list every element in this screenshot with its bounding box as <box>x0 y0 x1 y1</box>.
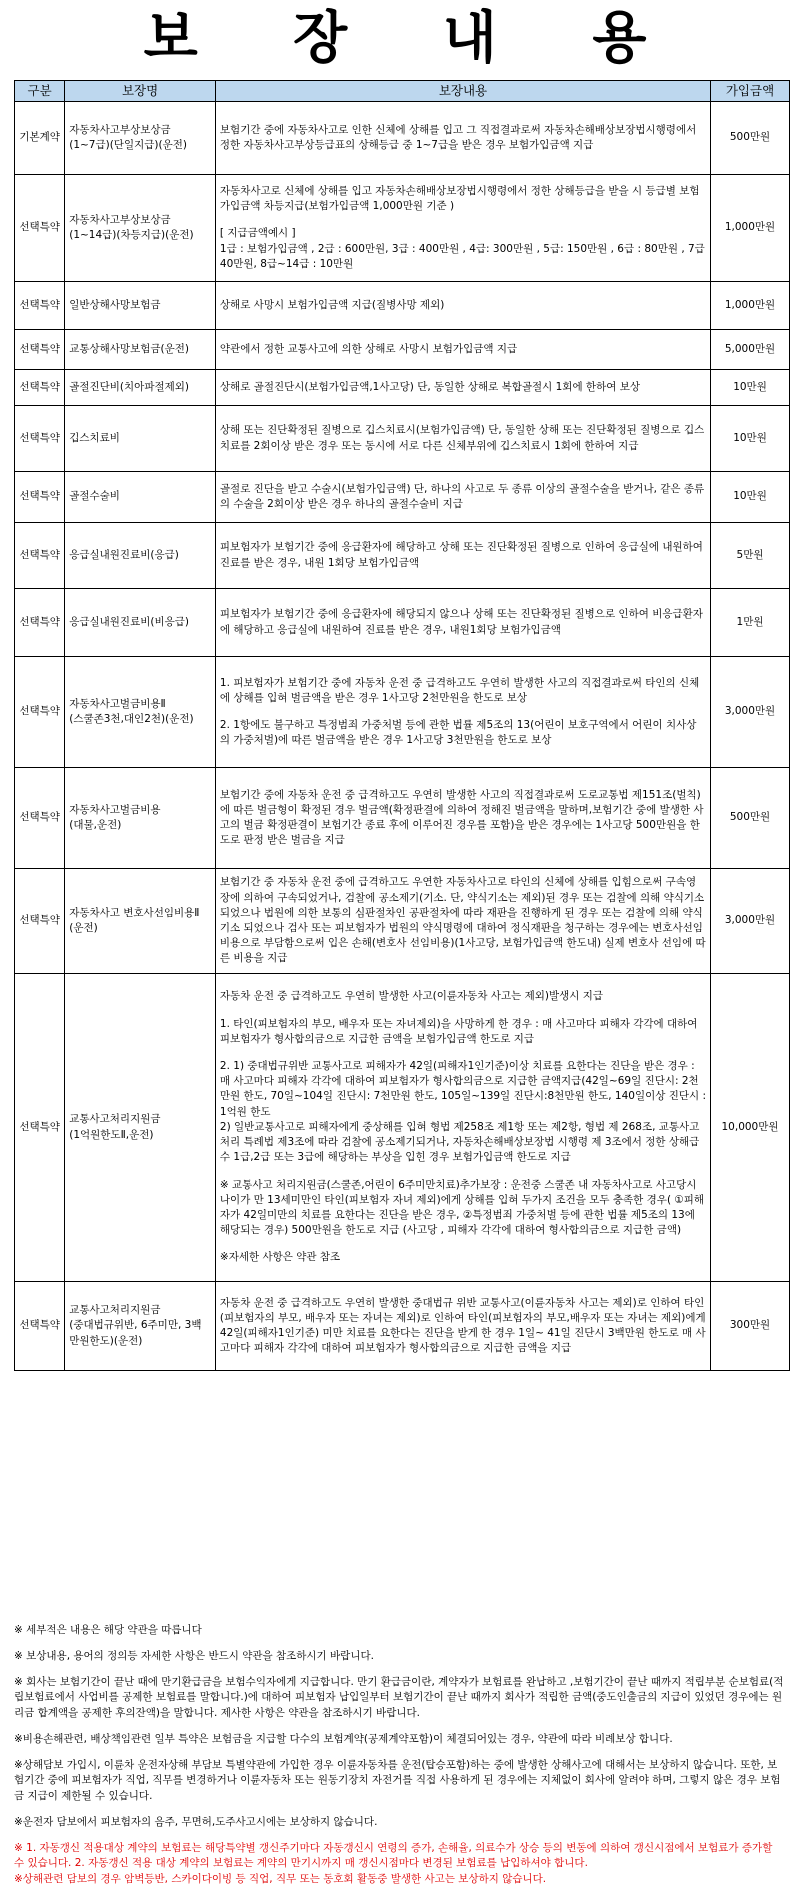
description-paragraph: 1. 피보험자가 보험기간 중에 자동차 운전 중 급격하고도 우연히 발생한 사고의 직접결과로써 타인의 신체에 상해를 입혀 벌금액을 받은 경우 1사고당 2천만원을 한도로 보상 <box>219 676 700 704</box>
table-row <box>15 406 790 472</box>
row-amount: 3,000만원 <box>711 657 790 768</box>
table-row <box>15 1282 790 1371</box>
row-coverage-description <box>215 523 710 589</box>
row-category: 선택특약 <box>15 472 65 523</box>
row-category: 선택특약 <box>15 282 65 330</box>
row-coverage-name <box>65 869 216 974</box>
row-coverage-description <box>215 974 710 1282</box>
row-coverage-name <box>65 330 216 370</box>
description-paragraph: 상해로 사망시 보험가입금액 지급(질병사망 제외) <box>219 298 445 311</box>
row-amount: 1,000만원 <box>711 175 790 282</box>
description-paragraph: 보험기간 중에 자동차사고로 인한 신체에 상해를 입고 그 직접결과로써 자동차손해배상보장법시행령에서 정한 자동차사고부상등급표의 상해등급 중 1~7급을 받은 경우 보험가입금액 지급 <box>219 123 697 151</box>
row-category: 선택특약 <box>15 175 65 282</box>
row-amount: 10만원 <box>711 472 790 523</box>
row-coverage-description <box>215 282 710 330</box>
table-row <box>15 282 790 330</box>
row-amount: 500만원 <box>711 768 790 869</box>
row-category: 선택특약 <box>15 1282 65 1371</box>
row-coverage-description <box>215 406 710 472</box>
description-paragraph: 2. 1) 중대법규위반 교통사고로 피해자가 42일(피해자1인기준)이상 치료를 요한다는 진단을 받은 경우 : 매 사고마다 피해자 각각에 대하여 피보험자가 형사합의금으로 지급한 금액지급(42일~69일 진단시: 2천만원 한도, 70일~104일 진단시: 7천만원 한도, 105일~139일 진단시:8천만원 한도, 140일이상 진단시 : 1억원 한도 2) 일반교통사고로 피해자에게 중상해를 입혀 형법 제258조 제1항 또는 제2항, 형법 제 268조, 교통사고처리 특례법 제3조에 따라 검찰에 공소제기되거나, 자동차손해배상보장법 시행령 제 3조에서 정한 상해급수 1급,2급 또는 3급에 해당하는 부상을 입힌 경우 보험가입금액 한도로 지급 <box>219 1060 707 1164</box>
row-category: 선택특약 <box>15 523 65 589</box>
description-paragraph: 약관에서 정한 교통사고에 의한 상해로 사망시 보험가입금액 지급 <box>219 342 518 355</box>
coverage-name-line: 교통사고처리지원금 <box>69 1113 161 1126</box>
table-row <box>15 589 790 657</box>
header-coverage-name: 보장명 <box>65 81 216 102</box>
footnote: ※비용손해관련, 배상책임관련 일부 특약은 보험금을 지급할 다수의 보험계약(공제계약포함)이 체결되어있는 경우, 약관에 따라 비례보상 합니다. <box>14 1732 673 1745</box>
coverage-name-line: 응급실내원진료비(비응급) <box>69 615 189 628</box>
row-category: 선택특약 <box>15 330 65 370</box>
row-coverage-name <box>65 589 216 657</box>
row-amount: 10만원 <box>711 370 790 406</box>
coverage-name-line: 자동차사고부상보상금 <box>69 213 171 226</box>
table-row <box>15 657 790 768</box>
row-coverage-description <box>215 370 710 406</box>
description-paragraph: 자동차 운전 중 급격하고도 우연히 발생한 사고(이륜자동차 사고는 제외)발생시 지급 <box>219 990 603 1003</box>
coverage-name-line: (운전) <box>69 922 98 934</box>
row-amount: 1,000만원 <box>711 282 790 330</box>
coverage-name-line: 교통상해사망보험금(운전) <box>69 342 189 355</box>
row-category: 선택특약 <box>15 406 65 472</box>
notes-section <box>14 1623 784 1888</box>
description-paragraph: 골절로 진단을 받고 수술시(보험가입금액) 단, 하나의 사고로 두 종류 이상의 골절수술을 받거나, 같은 종류의 수술을 2회이상 받은 경우 하나의 골절수술비 지급 <box>219 482 705 510</box>
table-row <box>15 523 790 589</box>
description-paragraph: 피보험자가 보험기간 중에 응급환자에 해당하고 상해 또는 진단확정된 질병으로 인하여 응급실에 내원하여 진료를 받은 경우, 내원 1회당 보험가입금액 <box>219 541 703 569</box>
description-paragraph: 1. 타인(피보험자의 부모, 배우자 또는 자녀제외)을 사망하게 한 경우 : 매 사고마다 피해자 각각에 대하여 피보험자가 형사합의금으로 지급한 금액을 보험가입금액 한도로 지급 <box>219 1017 698 1045</box>
row-coverage-name <box>65 102 216 175</box>
row-amount: 500만원 <box>711 102 790 175</box>
row-coverage-name <box>65 768 216 869</box>
coverage-name-line: 깁스치료비 <box>69 431 120 444</box>
description-paragraph: [ 지급금액예시 ] 1급 : 보험가입금액 , 2급 : 600만원, 3급 : 400만원 , 4급: 300만원 , 5급: 150만원 , 6급 : 80만원 , 7급 40만원, 8급~14급 : 10만원 <box>219 227 705 270</box>
row-coverage-description <box>215 330 710 370</box>
header-category: 구분 <box>15 81 65 102</box>
coverage-name-line: (대물,운전) <box>69 819 122 831</box>
coverage-name-line: 응급실내원진료비(응급) <box>69 548 179 561</box>
row-category: 선택특약 <box>15 370 65 406</box>
table-row <box>15 330 790 370</box>
row-coverage-name <box>65 472 216 523</box>
row-coverage-description <box>215 1282 710 1371</box>
coverage-name-line: 자동차사고 변호사선임비용Ⅱ <box>69 906 200 919</box>
table-row <box>15 102 790 175</box>
row-coverage-description <box>215 102 710 175</box>
footnote: ※ 보상내용, 용어의 정의등 자세한 사항은 반드시 약관을 참조하시기 바랍니다. <box>14 1649 374 1662</box>
table-row <box>15 472 790 523</box>
header-coverage-description: 보장내용 <box>215 81 710 102</box>
table-row <box>15 370 790 406</box>
row-coverage-name <box>65 282 216 330</box>
row-amount: 300만원 <box>711 1282 790 1371</box>
coverage-table <box>14 80 790 1371</box>
coverage-name-line: (1억원한도Ⅱ,운전) <box>69 1128 154 1141</box>
row-coverage-description <box>215 869 710 974</box>
row-coverage-description <box>215 175 710 282</box>
table-header-row <box>15 81 790 102</box>
coverage-name-line: 골절진단비(치아파절제외) <box>69 380 189 393</box>
coverage-name-line: 자동차사고부상보상금 <box>69 123 171 136</box>
description-paragraph: 상해로 골절진단시(보험가입금액,1사고당) 단, 동일한 상해로 복합골절시 1회에 한하여 보상 <box>219 380 640 393</box>
row-amount: 3,000만원 <box>711 869 790 974</box>
row-amount: 10만원 <box>711 406 790 472</box>
row-amount: 5만원 <box>711 523 790 589</box>
description-paragraph: 상해 또는 진단확정된 질병으로 깁스치료시(보험가입금액) 단, 동일한 상해 또는 진단확정된 질병으로 깁스치료를 2회이상 받은 경우 또는 동시에 서로 다른 신체부위에 깁스치료시 1회에 한하여 지급 <box>219 424 705 452</box>
description-paragraph: ※자세한 사항은 약관 참조 <box>219 1251 341 1264</box>
row-category: 선택특약 <box>15 657 65 768</box>
table-row <box>15 175 790 282</box>
row-amount: 5,000만원 <box>711 330 790 370</box>
coverage-name-line: (스쿨존3천,대인2천)(운전) <box>69 713 194 725</box>
row-category: 선택특약 <box>15 869 65 974</box>
footnote: ※ 세부적은 내용은 해당 약관을 따릅니다 <box>14 1624 202 1636</box>
row-category: 선택특약 <box>15 589 65 657</box>
description-paragraph: 자동차사고로 신체에 상해를 입고 자동차손해배상보장법시행령에서 정한 상해등급을 받을 시 등급별 보험가입금액 차등지급(보험가입금액 1,000만원 기준 ) <box>219 184 700 213</box>
row-category: 기본계약 <box>15 102 65 175</box>
row-category: 선택특약 <box>15 768 65 869</box>
footnote: ※상해담보 가입시, 이륜차 운전자상해 부담보 특별약관에 가입한 경우 이륜자동차를 운전(탑승포함)하는 중에 발생한 상해사고에 대해서는 보상하지 않습니다. 또한, 보험기간 중에 피보험자가 직업, 직무를 변경하거나 이륜자동차 또는 원동기장치 자전거를 직접 사용하게 된 경우에는 지체없이 회사에 알려야 하며, 그렇지 않은 경우 보험금 지급이 제한될 수 있습니다. <box>14 1758 781 1802</box>
coverage-name-line: 자동차사고벌금비용 <box>69 803 161 816</box>
row-coverage-description <box>215 657 710 768</box>
description-paragraph: 2. 1항에도 불구하고 특정범죄 가중처벌 등에 관한 법률 제5조의 13(어린이 보호구역에서 어린이 치사상의 가중처벌)에 따른 벌금액을 받은 경우 1사고당 3천만원을 한도로 보상 <box>219 719 697 747</box>
row-coverage-description <box>215 472 710 523</box>
coverage-name-line: (1~14급)(차등지급)(운전) <box>69 229 194 241</box>
coverage-name-line: 교통사고처리지원금 <box>69 1304 161 1317</box>
table-row <box>15 869 790 974</box>
description-paragraph: 피보험자가 보험기간 중에 응급환자에 해당되지 않으나 상해 또는 진단확정된 질병으로 인하여 비응급환자에 해당하고 응급실에 내원하여 진료를 받은 경우, 내원1회당 보험가입금액 <box>219 608 703 636</box>
row-coverage-name <box>65 175 216 282</box>
row-coverage-name <box>65 657 216 768</box>
row-amount: 10,000만원 <box>711 974 790 1282</box>
row-coverage-description <box>215 768 710 869</box>
row-coverage-name <box>65 974 216 1282</box>
footnote: ※ 회사는 보험기간이 끝난 때에 만기환급금을 보험수익자에게 지급합니다. 만기 환급금이란, 계약자가 보험료를 완납하고 ,보험기간이 끝난 때까지 적립부분 순보험료(적립보험료에서 사업비를 공제한 보험료를 말합니다.)에 대하여 피보험자 납입일부터 보험기간이 끝난 때까지 회사가 적립한 금액(중도인출금의 지급이 있었던 경우에는 원리금 합계액을 공제한 후의잔액)을 말합니다. 제사한 사항은 약관을 참조하시기 바랍니다. <box>14 1675 784 1719</box>
row-coverage-name <box>65 406 216 472</box>
coverage-name-line: 일반상해사망보험금 <box>69 298 161 311</box>
page-title: 보 장 내 용 <box>143 6 685 71</box>
coverage-name-line: 골절수술비 <box>69 490 120 503</box>
coverage-name-line: (중대법규위반, 6주미만, 3백만원한도)(운전) <box>69 1319 202 1347</box>
description-paragraph: 자동차 운전 중 급격하고도 우연히 발생한 중대법규 위반 교통사고(이륜자동차 사고는 제외)로 인하여 타인(피보험자의 부모, 배우자 또는 자녀는 제외)로 인하여 타인(피보험자의 부모,배우자 또는 자녀는 제외)에게 42일(피해자1인기준) 미만 치료를 요한다는 진단을 받게 한 경우 1일~ 41일 진단시 3백만원 한도로 매 사고마다 피해자 각각에 대하여 피보험자가 형사합의금으로 지급한 금액을 지급 <box>219 1296 706 1355</box>
row-coverage-description <box>215 589 710 657</box>
description-paragraph: 보험기간 중 자동차 운전 중에 급격하고도 우연한 자동차사고로 타인의 신체에 상해를 입힘으로써 구속영장에 의하여 구속되었거나, 검찰에 공소제기(기소. 단, 약식기소는 제외)된 경우 또는 검찰에 의해 약식기소 되었으나 법원에 의한 보통의 심판절차인 공판절차에 따라 재판을 진행하게 된 경우 또는 검찰에 의해 약식기소 되었으나 검사 또는 피보험자가 법원의 약식명령에 대하여 정식재판을 청구하는 경우에는 변호사선임비용으로 부담함으로써 입은 손해(변호사 선임비용)(1사고당, 보험가입금액 한도내) 실제 변호사 선임에 따른 비용을 지급 <box>219 876 706 965</box>
warning-footnote: ※상해관련 담보의 경우 암벽등반, 스카이다이빙 등 직업, 직무 또는 동호회 활동중 발생한 사고는 보상하지 않습니다. <box>14 1873 547 1885</box>
row-coverage-name <box>65 1282 216 1371</box>
header-amount: 가입금액 <box>711 81 790 102</box>
coverage-name-line: 자동차사고벌금비용Ⅱ <box>69 697 166 710</box>
table-row <box>15 974 790 1282</box>
description-paragraph: ※ 교통사고 처리지원금(스쿨존,어린이 6주미만치료)추가보장 : 운전중 스쿨존 내 자동차사고로 사고당시 나이가 만 13세미만인 타인(피보험자 자녀 제외)에게 상해를 입혀 두가지 조건을 모두 충족한 경우( ①피해자가 42일미만의 치료를 요한다는 진단을 받은 경우, ②특정범죄 가중처벌 등에 관한 법률 제5조의 13에 해당되는 경우) 500만원을 한도로 지급 (사고당 , 피해자 각각에 대하여 형사합의금으로 지급한 금액) <box>219 1178 705 1237</box>
row-amount: 1만원 <box>711 589 790 657</box>
coverage-name-line: (1~7급)(단일지급)(운전) <box>69 139 187 151</box>
row-coverage-name <box>65 523 216 589</box>
footnote: ※운전자 담보에서 피보험자의 음주, 무면허,도주사고시에는 보상하지 않습니다. <box>14 1815 378 1828</box>
description-paragraph: 보험기간 중에 자동차 운전 중 급격하고도 우연히 발생한 사고의 직접결과로써 도로교통법 제151조(벌칙)에 따른 벌금형이 확정된 경우 벌금액(확정판결에 의하여 정해진 벌금액을 말하며,보험기간 중에 발생한 사고의 벌금 확정판결이 보험기간 종료 후에 이루어진 경우를 포함)을 받은 경우에는 1사고당 500만원을 한도로 판정 받은 벌금을 지급 <box>219 788 704 847</box>
row-coverage-name <box>65 370 216 406</box>
row-category: 선택특약 <box>15 974 65 1282</box>
table-row <box>15 768 790 869</box>
warning-footnote: ※ 1. 자동갱신 적용대상 계약의 보험료는 해당특약별 갱신주기마다 자동갱신시 연령의 증가, 손해율, 의료수가 상승 등의 변동에 의하여 갱신시점에서 보험료가 증가할 수 있습니다. 2. 자동갱신 적용 대상 계약의 보험료는 계약의 만기시까지 매 갱신시점마다 변경된 보험료를 납입하셔야 합니다. <box>14 1841 773 1870</box>
